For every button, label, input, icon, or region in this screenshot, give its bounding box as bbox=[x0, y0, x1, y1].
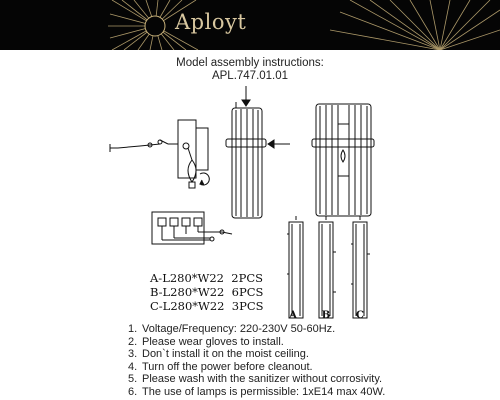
list-item: 2. Please wear gloves to install. bbox=[128, 335, 284, 348]
part-spec: C-L280*W22 bbox=[150, 299, 225, 313]
arrow-down-icon bbox=[242, 86, 250, 106]
part-spec: B-L280*W22 bbox=[150, 285, 225, 299]
list-item: 4. Turn off the power before cleanout. bbox=[128, 360, 313, 373]
wall-mount-bracket bbox=[110, 120, 208, 178]
list-item: 3. Don`t install it on the moist ceiling. bbox=[128, 348, 309, 361]
parts-list bbox=[150, 271, 264, 313]
rod-label-b: B bbox=[321, 310, 331, 321]
brand-logo-text: Aployt bbox=[175, 10, 247, 34]
model-number: APL.747.01.01 bbox=[211, 70, 289, 82]
wiring-terminal-block bbox=[152, 212, 232, 244]
fixture-exploded-view bbox=[226, 102, 266, 218]
crystal-rod-a bbox=[287, 216, 303, 318]
brand-header bbox=[0, 0, 500, 50]
list-item: 1. Voltage/Frequency: 220-230V 50-60Hz. bbox=[128, 323, 336, 335]
list-item: 5. Please wash with the sanitizer without corrosivity. bbox=[128, 373, 383, 386]
sunburst-logo bbox=[0, 0, 500, 50]
bulb-icon bbox=[188, 160, 209, 188]
crystal-rod-c bbox=[351, 216, 370, 318]
rod-label-c: C bbox=[356, 310, 364, 321]
part-qty: 3PCS bbox=[231, 299, 264, 313]
instructions-title: Model assembly instructions: bbox=[176, 57, 324, 69]
part-qty: 6PCS bbox=[231, 285, 264, 299]
arrow-left-icon bbox=[268, 140, 290, 148]
parts-row bbox=[150, 271, 264, 285]
safety-notes-list bbox=[128, 323, 385, 399]
part-qty: 2PCS bbox=[231, 271, 264, 285]
parts-row bbox=[150, 285, 264, 299]
fixture-assembled-view bbox=[312, 104, 374, 216]
list-item: 6. The use of lamps is permissible: 1xE14 max 40W. bbox=[128, 385, 386, 398]
crystal-rod-b bbox=[319, 216, 336, 318]
rod-label-a: A bbox=[289, 310, 297, 321]
part-spec: A-L280*W22 bbox=[150, 271, 224, 285]
parts-row bbox=[150, 299, 264, 313]
